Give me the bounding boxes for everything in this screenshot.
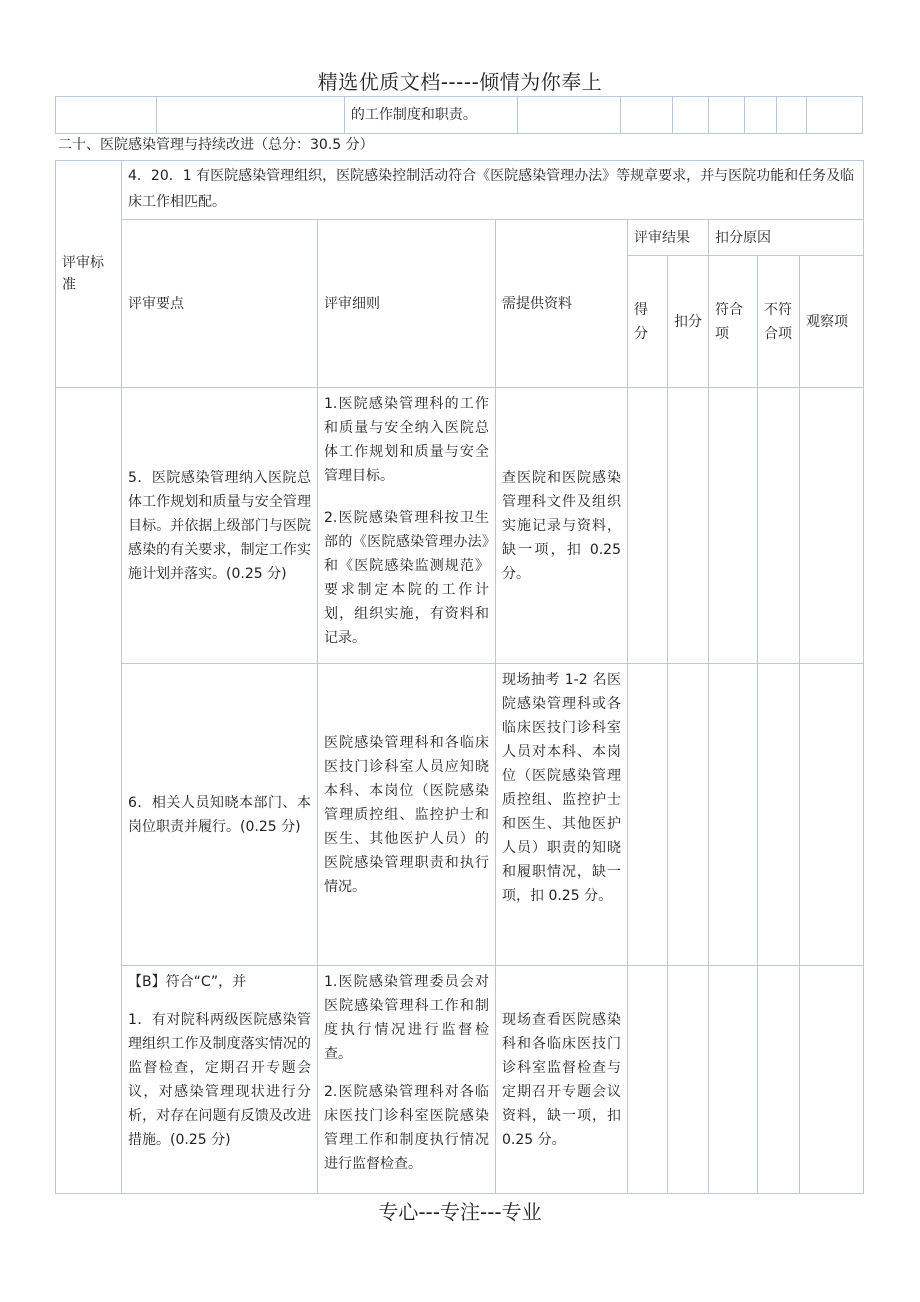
label-standard: 评审标准 (56, 161, 122, 388)
review-detail: 医院感染管理科和各临床医技门诊科室人员应知晓本科、本岗位（医院感染管理质控组、监控护士和医生、其他医护人员）的医院感染管理职责和执行情况。 (318, 664, 496, 966)
col-header-nonconform: 不符合项 (758, 256, 800, 388)
standard-text: 4．20．1 有医院感染管理组织，医院感染控制活动符合《医院感染管理办法》等规章要求，并与医院功能和任务及临床工作相匹配。 (122, 161, 864, 220)
table-row (56, 388, 864, 664)
table-row (56, 966, 864, 1194)
col-header-result: 评审结果 (628, 220, 709, 256)
review-table (55, 160, 864, 1194)
col-header-details: 评审细则 (318, 220, 496, 388)
col-header-deduct-reason: 扣分原因 (709, 220, 864, 256)
review-point: 5．医院感染管理纳入医院总体工作规划和质量与安全管理目标。并依据上级部门与医院感染的有关要求，制定工作实施计划并落实。(0.25 分) (122, 388, 318, 664)
col-header-materials: 需提供资料 (496, 220, 628, 388)
top-fragment-text: 的工作制度和职责。 (344, 97, 518, 134)
table-row (56, 664, 864, 966)
review-point: 6．相关人员知晓本部门、本岗位职责并履行。(0.25 分) (122, 664, 318, 966)
section-title: 二十、医院感染管理与持续改进（总分：30.5 分） (58, 137, 374, 153)
page-header: 精选优质文档-----倾情为你奉上 (317, 70, 603, 94)
page-footer: 专心---专注---专业 (378, 1200, 542, 1224)
col-header-observe: 观察项 (800, 256, 864, 388)
top-fragment-table (55, 96, 863, 134)
col-header-points: 评审要点 (122, 220, 318, 388)
review-material: 现场查看医院感染科和各临床医技门诊科室监督检查与定期召开专题会议资料，缺一项，扣 0.25 分。 (496, 966, 628, 1194)
review-material: 现场抽考 1-2 名医院感染管理科或各临床医技门诊科室人员对本科、本岗位（医院感染管理质控组、监控护士和医生、其他医护人员）职责的知晓和履职情况，缺一项，扣 0.25 分。 (496, 664, 628, 966)
col-header-deduct: 扣分 (668, 256, 709, 388)
col-header-conform: 符合项 (709, 256, 758, 388)
review-material: 查医院和医院感染管理科文件及组织实施记录与资料，缺一项，扣 0.25 分。 (496, 388, 628, 664)
review-detail: 1.医院感染管理委员会对医院感染管理科工作和制度执行情况进行监督检查。 2.医院感染管理科对各临床医技门诊科室医院感染管理工作和制度执行情况进行监督检查。 (318, 966, 496, 1194)
col-header-score: 得分 (628, 256, 668, 388)
review-point: 【B】符合“C”，并 1．有对院科两级医院感染管理组织工作及制度落实情况的监督检查，定期召开专题会议，对感染管理现状进行分析，对存在问题有反馈及改进措施。(0.25 分) (122, 966, 318, 1194)
review-detail: 1.医院感染管理科的工作和质量与安全纳入医院总体工作规划和质量与安全管理目标。 2.医院感染管理科按卫生部的《医院感染管理办法》和《医院感染监测规范》要求制定本院的工作计划，组织实施，有资料和记录。 (318, 388, 496, 664)
